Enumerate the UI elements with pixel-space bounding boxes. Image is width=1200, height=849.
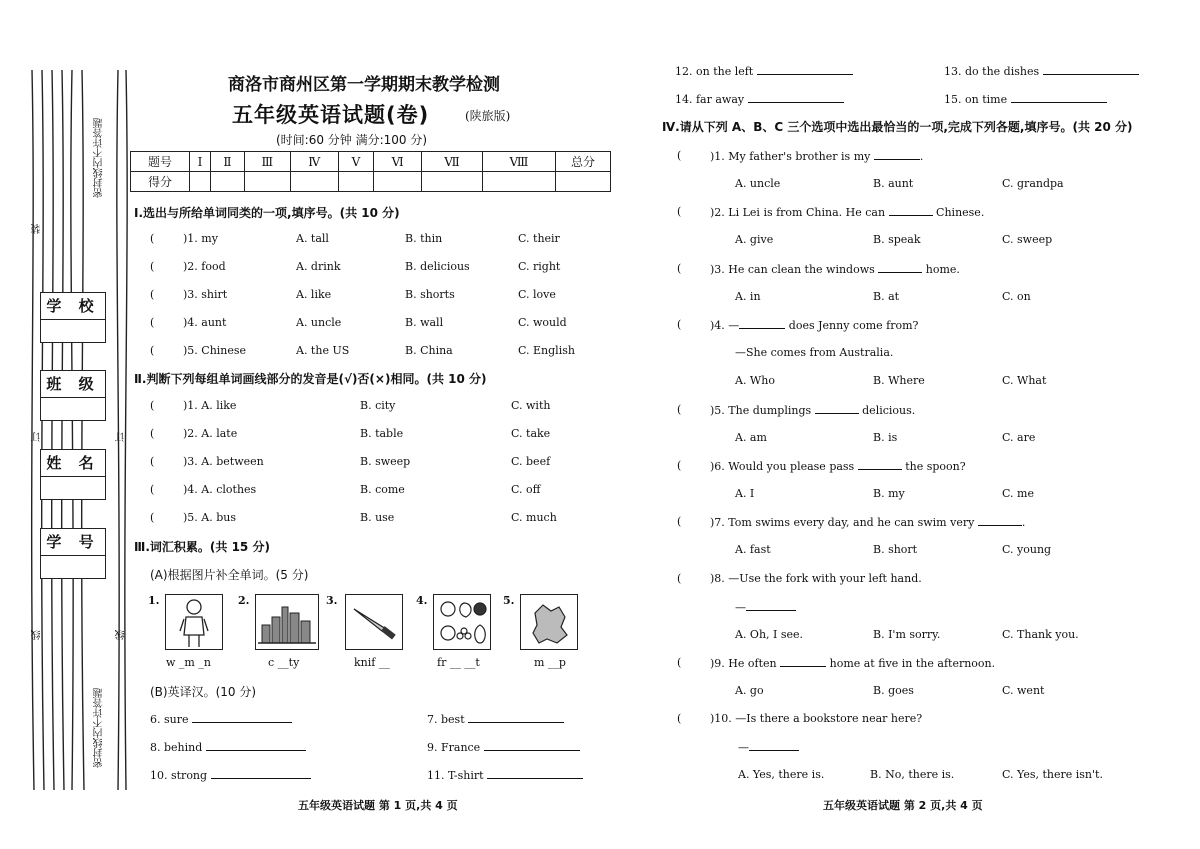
s4-option-b: B. short	[873, 543, 918, 556]
s2-option-a: )4. A. clothes	[183, 483, 257, 496]
s2-option-b: B. table	[360, 427, 404, 440]
s1-question: )5. Chinese	[183, 344, 247, 357]
s4-question	[710, 515, 1025, 529]
section-3-title: Ⅲ.词汇积累。(共 15 分)	[134, 540, 270, 554]
answer-blank[interactable]	[889, 205, 933, 216]
s1-paren[interactable]: (	[150, 316, 155, 329]
s4-option-c: C. went	[1002, 684, 1045, 697]
s1-option-c: C. their	[518, 232, 560, 245]
s4-question	[710, 205, 984, 219]
s1-option-b: B. China	[405, 344, 453, 357]
s1-option-c: C. right	[518, 260, 561, 273]
s2-option-a: )1. A. like	[183, 399, 237, 412]
score-header-cell: Ⅲ	[244, 152, 290, 172]
s4-text: Would you please pass	[728, 460, 855, 473]
answer-blank[interactable]	[484, 740, 580, 751]
s4-paren[interactable]: (	[677, 459, 682, 472]
binding-lines	[22, 60, 132, 800]
s4-option-b: B. goes	[873, 684, 914, 697]
answer-blank[interactable]	[211, 768, 311, 779]
s4-text: He can clean the windows	[728, 263, 875, 276]
s4-question	[710, 149, 923, 163]
translate-item	[944, 64, 1139, 78]
translate-item	[675, 64, 853, 78]
s1-paren[interactable]: (	[150, 260, 155, 273]
s1-option-b: B. thin	[405, 232, 443, 245]
s4-dash: —	[735, 601, 746, 614]
translate-word: 7. best	[427, 713, 465, 726]
answer-blank[interactable]	[739, 318, 785, 329]
s4-text: home at five in the afternoon.	[829, 657, 996, 670]
s4-option-a: A. I	[735, 487, 755, 500]
s4-paren[interactable]: (	[677, 205, 682, 218]
s2-option-b: B. sweep	[360, 455, 411, 468]
translate-word: 15. on time	[944, 93, 1008, 106]
answer-blank[interactable]	[978, 515, 1022, 526]
score-cell[interactable]	[556, 172, 611, 192]
s4-option-c: C. grandpa	[1002, 177, 1064, 190]
s4-option-b: B. aunt	[873, 177, 914, 190]
s4-num: )10.	[710, 712, 732, 725]
section-1-title: Ⅰ.选出与所给单词同类的一项,填序号。(共 10 分)	[134, 206, 400, 220]
s1-question: )2. food	[183, 260, 226, 273]
binding-mark-3: 线	[32, 630, 43, 640]
score-header-cell: Ⅱ	[211, 152, 245, 172]
score-header-cell: Ⅶ	[422, 152, 483, 172]
s2-option-a: )5. A. bus	[183, 511, 236, 524]
s4-option-a: A. Oh, I see.	[735, 628, 804, 641]
pic-word: knif __	[354, 656, 390, 669]
s2-paren[interactable]: (	[150, 511, 155, 524]
s4-text: Li Lei is from China. He can	[728, 206, 886, 219]
s4-text: does Jenny come from?	[788, 319, 919, 332]
class-field[interactable]	[41, 398, 105, 420]
pic-word: m __p	[534, 656, 566, 669]
section-4-title: Ⅳ.请从下列 A、B、C 三个选项中选出最恰当的一项,完成下列各题,填序号。(共 20 分)	[662, 120, 1133, 134]
s4-paren[interactable]: (	[677, 712, 682, 725]
s4-text: .	[919, 150, 924, 163]
city-picture	[255, 594, 319, 650]
answer-blank[interactable]	[206, 740, 306, 751]
s4-text: Tom swims every day, and he can swim very	[728, 516, 975, 529]
s4-option-c: C. on	[1002, 290, 1031, 303]
s4-option-a: A. fast	[735, 543, 771, 556]
s4-option-b: B. I'm sorry.	[873, 628, 941, 641]
s4-option-c: C. me	[1002, 487, 1034, 500]
exam-edition: (陕旅版)	[465, 109, 511, 123]
s4-paren[interactable]: (	[677, 572, 682, 585]
score-header-cell: Ⅷ	[482, 152, 555, 172]
s4-text: home.	[925, 263, 960, 276]
s4-option-b: B. No, there is.	[870, 768, 955, 781]
s4-num: )9.	[710, 657, 725, 670]
s4-paren[interactable]: (	[677, 318, 682, 331]
s4-line2: —She comes from Australia.	[735, 346, 894, 359]
s1-option-c: C. would	[518, 316, 567, 329]
s4-option-a: A. Who	[735, 374, 775, 387]
s4-line2	[738, 740, 799, 754]
fruit-picture	[433, 594, 491, 650]
s1-paren[interactable]: (	[150, 344, 155, 357]
map-picture	[520, 594, 578, 650]
translate-item	[427, 768, 583, 782]
translate-item	[150, 768, 311, 782]
s1-option-b: B. wall	[405, 316, 444, 329]
s2-paren[interactable]: (	[150, 399, 155, 412]
s4-option-c: C. young	[1002, 543, 1052, 556]
translate-word: 11. T-shirt	[427, 769, 484, 782]
s2-paren[interactable]: (	[150, 455, 155, 468]
number-box	[40, 528, 106, 579]
score-header-cell: Ⅴ	[338, 152, 374, 172]
seal-warning-top: 密封线内不许答题	[94, 118, 105, 198]
s4-paren[interactable]: (	[677, 262, 682, 275]
answer-blank[interactable]	[468, 712, 564, 723]
s4-option-a: A. go	[735, 684, 764, 697]
pic-number: 5.	[503, 594, 515, 607]
s4-num: )8.	[710, 572, 725, 585]
answer-blank[interactable]	[878, 262, 922, 273]
s2-option-c: C. with	[511, 399, 551, 412]
score-table-header-row	[131, 152, 611, 172]
answer-blank[interactable]	[1043, 64, 1139, 75]
seal-warning-bottom: 密封线内不许答题	[94, 688, 105, 768]
school-box	[40, 292, 106, 343]
s1-option-a: A. tall	[296, 232, 329, 245]
s1-option-a: A. like	[296, 288, 332, 301]
answer-blank[interactable]	[874, 149, 920, 160]
s4-text: The dumplings	[728, 404, 812, 417]
score-cell[interactable]	[290, 172, 338, 192]
s4-paren[interactable]: (	[677, 656, 682, 669]
s2-option-c: C. off	[511, 483, 541, 496]
s4-option-a: A. in	[735, 290, 761, 303]
score-header-cell: Ⅳ	[290, 152, 338, 172]
s4-option-c: C. Thank you.	[1002, 628, 1079, 641]
score-header-cell: 题号	[131, 152, 190, 172]
class-label: 班 级	[41, 371, 105, 398]
translate-word: 8. behind	[150, 741, 203, 754]
section-3b-title: (B)英译汉。(10 分)	[150, 685, 257, 699]
s4-question	[710, 656, 995, 670]
answer-blank[interactable]	[858, 459, 902, 470]
s4-text: —	[728, 319, 740, 332]
s2-option-a: )3. A. between	[183, 455, 264, 468]
score-cell[interactable]	[338, 172, 374, 192]
s4-option-c: C. Yes, there isn't.	[1002, 768, 1103, 781]
binding-mark-3b: 线	[116, 630, 127, 640]
s4-text: My father's brother is my	[728, 150, 871, 163]
s1-option-a: A. drink	[296, 260, 341, 273]
translate-item	[150, 712, 292, 726]
s2-option-b: B. come	[360, 483, 405, 496]
s4-num: )4.	[710, 319, 725, 332]
s4-paren[interactable]: (	[677, 515, 682, 528]
s4-text: .	[1021, 516, 1026, 529]
exam-org: 商洛市商州区第一学期期末教学检测	[228, 75, 500, 95]
s4-paren[interactable]: (	[677, 149, 682, 162]
class-box	[40, 370, 106, 421]
s4-question	[710, 712, 922, 725]
page-2-footer: 五年级英语试题 第 2 页,共 4 页	[823, 799, 983, 812]
s4-question	[710, 318, 918, 332]
s4-text: —Use the fork with your left hand.	[728, 572, 922, 585]
score-cell[interactable]	[190, 172, 211, 192]
name-field[interactable]	[41, 477, 105, 499]
s4-option-b: B. is	[873, 431, 898, 444]
s4-question	[710, 403, 915, 417]
s2-option-c: C. beef	[511, 455, 551, 468]
s1-option-a: A. uncle	[296, 316, 342, 329]
s4-text: delicious.	[862, 404, 916, 417]
score-cell[interactable]	[244, 172, 290, 192]
score-header-cell: Ⅵ	[374, 152, 422, 172]
section-3a-title: (A)根据图片补全单词。(5 分)	[150, 568, 309, 582]
school-label: 学 校	[41, 293, 105, 320]
exam-meta: (时间:60 分钟 满分:100 分)	[276, 133, 428, 147]
answer-blank[interactable]	[749, 740, 799, 751]
number-label: 学 号	[41, 529, 105, 556]
s4-option-b: B. my	[873, 487, 905, 500]
pic-word: w _m _n	[166, 656, 211, 669]
score-header-cell: Ⅰ	[190, 152, 211, 172]
pic-word: c __ty	[268, 656, 300, 669]
knife-picture	[345, 594, 403, 650]
translate-word: 12. on the left	[675, 65, 754, 78]
s4-line2	[735, 600, 796, 614]
s1-option-b: B. shorts	[405, 288, 455, 301]
s1-option-c: C. English	[518, 344, 575, 357]
s1-option-a: A. the US	[296, 344, 350, 357]
translate-word: 14. far away	[675, 93, 745, 106]
score-cell[interactable]	[374, 172, 422, 192]
s4-text: —Is there a bookstore near here?	[735, 712, 923, 725]
answer-blank[interactable]	[748, 92, 844, 103]
s4-num: )1.	[710, 150, 725, 163]
translate-item	[427, 712, 564, 726]
s2-paren[interactable]: (	[150, 483, 155, 496]
score-cell[interactable]	[482, 172, 555, 192]
s4-question	[710, 572, 922, 585]
s4-option-b: B. speak	[873, 233, 921, 246]
answer-blank[interactable]	[1011, 92, 1107, 103]
page-1-footer: 五年级英语试题 第 1 页,共 4 页	[298, 799, 458, 812]
s4-option-c: C. are	[1002, 431, 1036, 444]
s4-option-b: B. Where	[873, 374, 925, 387]
s2-option-c: C. take	[511, 427, 551, 440]
binding-mark-1: 装	[32, 224, 43, 234]
s1-question: )3. shirt	[183, 288, 228, 301]
woman-picture	[165, 594, 223, 650]
translate-item	[150, 740, 306, 754]
s2-option-b: B. use	[360, 511, 395, 524]
s4-num: )7.	[710, 516, 725, 529]
number-field[interactable]	[41, 556, 105, 578]
s2-option-a: )2. A. late	[183, 427, 238, 440]
exam-title: 五年级英语试题(卷)	[232, 103, 430, 127]
s4-text: Chinese.	[936, 206, 985, 219]
score-cell[interactable]	[211, 172, 245, 192]
score-row-label: 得分	[131, 172, 190, 192]
translate-word: 10. strong	[150, 769, 208, 782]
s4-option-a: A. give	[735, 233, 774, 246]
score-cell[interactable]	[422, 172, 483, 192]
s4-dash: —	[738, 741, 749, 754]
s4-option-c: C. What	[1002, 374, 1047, 387]
s4-option-c: C. sweep	[1002, 233, 1053, 246]
answer-blank[interactable]	[487, 768, 583, 779]
s4-option-a: A. uncle	[735, 177, 781, 190]
translate-item	[944, 92, 1107, 106]
pic-number: 4.	[416, 594, 428, 607]
score-table	[130, 151, 611, 192]
s4-text: the spoon?	[905, 460, 966, 473]
pic-number: 3.	[326, 594, 338, 607]
s4-question	[710, 262, 960, 276]
s4-num: )2.	[710, 206, 725, 219]
translate-word: 6. sure	[150, 713, 189, 726]
s4-option-a: A. am	[735, 431, 767, 444]
s4-option-b: B. at	[873, 290, 900, 303]
s1-paren[interactable]: (	[150, 288, 155, 301]
s4-paren[interactable]: (	[677, 403, 682, 416]
s1-paren[interactable]: (	[150, 232, 155, 245]
score-table-score-row	[131, 172, 611, 192]
binding-mark-2b: 订	[116, 432, 127, 442]
answer-blank[interactable]	[815, 403, 859, 414]
s1-question: )1. my	[183, 232, 218, 245]
pic-word: fr __ __t	[437, 656, 480, 669]
section-2-title: Ⅱ.判断下列每组单词画线部分的发音是(√)否(×)相同。(共 10 分)	[134, 372, 487, 386]
s1-option-b: B. delicious	[405, 260, 470, 273]
score-header-cell: 总分	[556, 152, 611, 172]
pic-number: 2.	[238, 594, 250, 607]
s2-option-b: B. city	[360, 399, 396, 412]
s2-paren[interactable]: (	[150, 427, 155, 440]
answer-blank[interactable]	[757, 64, 853, 75]
s1-question: )4. aunt	[183, 316, 227, 329]
s4-num: )5.	[710, 404, 725, 417]
binding-mark-2: 订	[32, 432, 43, 442]
s4-option-a: A. Yes, there is.	[738, 768, 825, 781]
pic-number: 1.	[148, 594, 160, 607]
translate-word: 13. do the dishes	[944, 65, 1040, 78]
answer-blank[interactable]	[192, 712, 292, 723]
s2-option-c: C. much	[511, 511, 557, 524]
name-box	[40, 449, 106, 500]
answer-blank[interactable]	[780, 656, 826, 667]
s1-option-c: C. love	[518, 288, 556, 301]
translate-item	[675, 92, 844, 106]
translate-item	[427, 740, 580, 754]
s4-num: )3.	[710, 263, 725, 276]
s4-text: He often	[728, 657, 777, 670]
answer-blank[interactable]	[746, 600, 796, 611]
translate-word: 9. France	[427, 741, 481, 754]
s4-question	[710, 459, 966, 473]
school-field[interactable]	[41, 320, 105, 342]
s4-num: )6.	[710, 460, 725, 473]
name-label: 姓 名	[41, 450, 105, 477]
